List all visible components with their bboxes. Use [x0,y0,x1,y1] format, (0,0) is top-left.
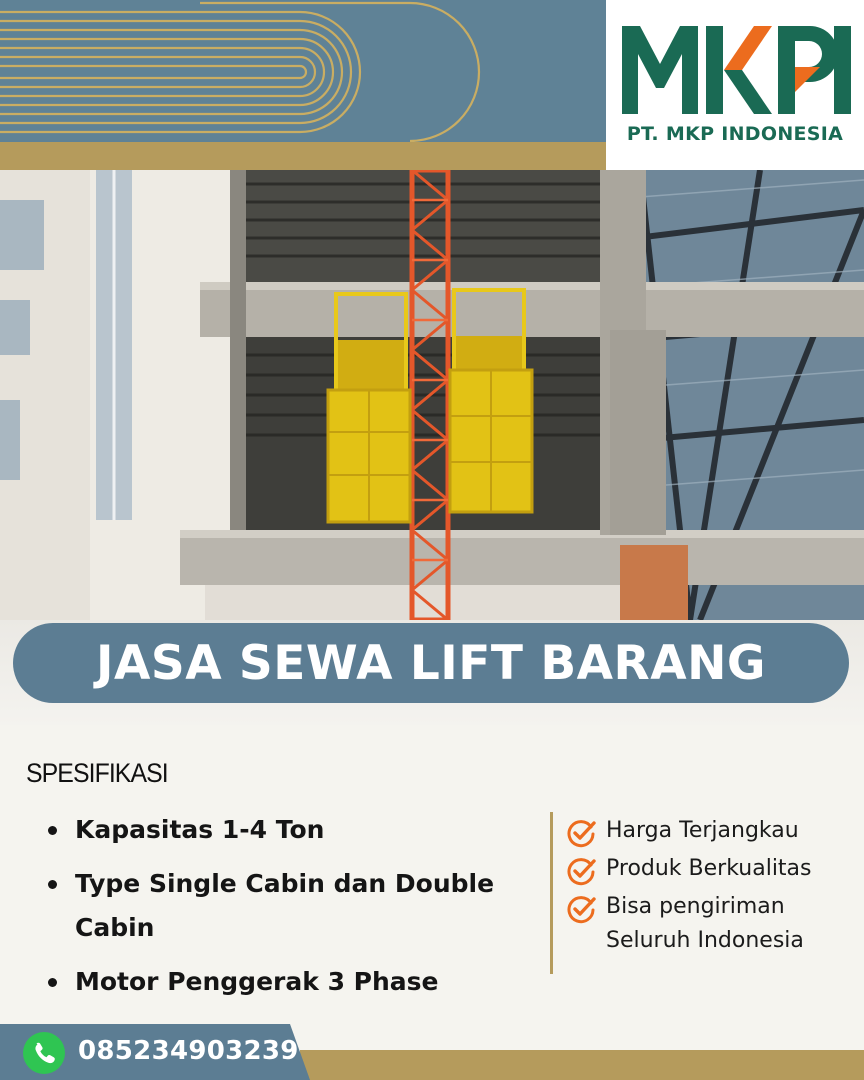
spec-item [48,960,548,1004]
bullet-icon [48,826,57,835]
company-name: PT. MKP INDONESIA [626,123,844,145]
bullet-icon [48,880,57,889]
spec-item-text: Kapasitas 1-4 Ton [75,815,325,844]
header-gold-bar [0,142,606,170]
phone-number[interactable]: 085234903239 [78,1036,299,1066]
check-circle-icon [566,856,596,886]
decorative-arc-lines [0,0,606,142]
spec-item-text: Motor Penggerak 3 Phase [75,967,439,996]
feature-text: Produk Berkualitas [606,856,812,881]
feature-text: Harga Terjangkau [606,818,799,843]
mkpi-logo-mark [620,20,854,116]
company-logo [606,0,864,170]
spec-item [48,862,548,950]
title-banner [13,623,849,703]
spec-item [48,808,548,852]
spec-heading: SPESIFIKASI [26,758,168,788]
spec-item-text: Type Single Cabin dan Double Cabin [75,869,495,942]
bullet-icon [48,978,57,987]
feature-text: Bisa pengiriman Seluruh Indonesia [606,894,804,953]
section-divider [550,812,553,974]
feature-item [566,852,856,886]
feature-item [566,814,856,848]
page-title: JASA SEWA LIFT BARANG [95,635,766,691]
construction-material-lift-photo [0,170,864,620]
check-circle-icon [566,894,596,924]
feature-list [566,814,856,962]
footer-gold-bar [300,1050,864,1080]
whatsapp-icon[interactable] [22,1031,66,1075]
spec-list [48,808,548,1014]
feature-item [566,890,856,958]
check-circle-icon [566,818,596,848]
